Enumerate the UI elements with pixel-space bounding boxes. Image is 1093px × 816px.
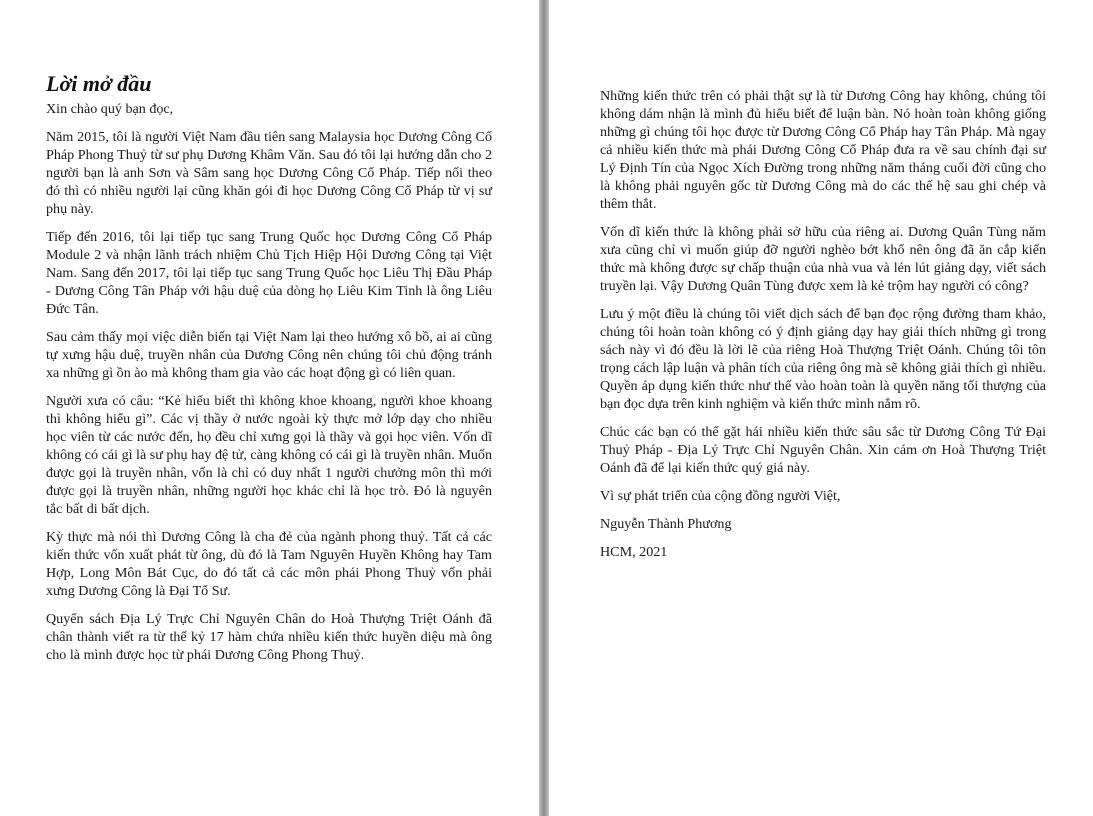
body-paragraph: Chúc các bạn có thể gặt hái nhiều kiến thức sâu sắc từ Dương Công Tứ Đại Thuỷ Pháp - Địa Lý Trực Chỉ Nguyên Chân. Xin cám ơn Hoà Thượng Triệt Oánh đã để lại kiến thức quý giá này. — [600, 424, 1046, 476]
body-paragraph: Người xưa có câu: “Kẻ hiểu biết thì không khoe khoang, người khoe khoang thì không hiểu gì”. Các vị thầy ở nước ngoài kỳ thực mở lớp dạy cho nhiều học viên từ các nước đến, họ đều chỉ xưng gọi là thầy và gọi học viên. Vốn dĩ không có cái gì là sư phụ hay đệ tử, càng không có cái gì là truyền nhân. Muốn được gọi là truyền nhân, vốn là chỉ có duy nhất 1 người chưởng môn thì mới được gọi là truyền nhân, những người học khác chỉ là học trò. Đó là nguyên tắc bất di bất dịch. — [46, 393, 492, 517]
right-page — [549, 0, 1093, 816]
greeting-paragraph: Xin chào quý bạn đọc, — [46, 101, 174, 117]
body-paragraph: Quyển sách Địa Lý Trực Chỉ Nguyên Chân do Hoà Thượng Triệt Oánh đã chân thành viết ra từ thế kỷ 17 hàm chứa nhiều kiến thức huyền diệu mà ông cho là mình được học từ phái Dương Công Phong Thuỷ. — [46, 611, 492, 663]
body-paragraph: Lưu ý một điều là chúng tôi viết dịch sách để bạn đọc rộng đường tham khảo, chúng tôi hoàn toàn không có ý định giảng dạy hay giải thích những gì trong sách này vì đó đều là lời lẽ của riêng Hoà Thượng Triệt Oánh. Chúng tôi tôn trọng cách lập luận và phân tích của riêng ông mà sẽ không giải thích gì nhiều. Quyền áp dụng kiến thức như thế vào hoàn toàn là quyền năng tối thượng của bạn đọc dựa trên kinh nghiệm và kiến thức mình nắm rõ. — [600, 306, 1046, 412]
right-page-text-column — [600, 87, 1046, 571]
closing-line: Vì sự phát triển của cộng đồng người Việt, — [600, 488, 841, 504]
left-page — [0, 0, 539, 816]
left-page-text-column — [46, 70, 492, 674]
page-heading: Lời mở đầu — [46, 71, 152, 96]
body-paragraph: Sau cảm thấy mọi việc diễn biến tại Việt Nam lại theo hướng xô bồ, ai ai cũng tự xưng hậu duệ, truyền nhân của Dương Công nên chúng tôi chủ động tránh xa những gì ồn ào mà không tham gia vào các hoạt động gì có liên quan. — [46, 329, 492, 381]
body-paragraph: Tiếp đến 2016, tôi lại tiếp tục sang Trung Quốc học Dương Công Cổ Pháp Module 2 và nhận lãnh trách nhiệm Chủ Tịch Hiệp Hội Dương Công tại Việt Nam. Sang đến 2017, tôi lại tiếp tục sang Trung Quốc học Liêu Thị Đầu Pháp - Dương Công Tân Pháp với hậu duệ của dòng họ Liêu Kim Tinh là ông Liêu Đức Tân. — [46, 229, 492, 317]
body-paragraph: Năm 2015, tôi là người Việt Nam đầu tiên sang Malaysia học Dương Công Cổ Pháp Phong Thuỷ từ sư phụ Dương Khâm Văn. Sau đó tôi lại hướng dẫn cho 2 người bạn là anh Sơn và Sâm sang học Dương Công Cổ Pháp. Tiếp nối theo đó thì có nhiều người lại cũng khăn gói đi học Dương Công Cổ Pháp từ vị sư phụ này. — [46, 129, 492, 217]
place-date-line: HCM, 2021 — [600, 544, 668, 560]
body-paragraph: Kỳ thực mà nói thì Dương Công là cha đẻ của ngành phong thuỷ. Tất cả các kiến thức vốn xuất phát từ ông, dù đó là Tam Nguyên Huyền Không hay Tam Hợp, Long Môn Bát Cục, do đó tất cả các môn phái Phong Thuỷ vốn phải xưng Dương Công là Đại Tổ Sư. — [46, 529, 492, 599]
body-paragraph: Những kiến thức trên có phải thật sự là từ Dương Công hay không, chúng tôi không dám nhận là mình đủ hiểu biết để luận bàn. Nó hoàn toàn không giống những gì chúng tôi học được từ Dương Công Cổ Pháp hay Tân Pháp. Mà ngay cả nhiều kiến thức mà phái Dương Công Cổ Pháp đưa ra về sau chính đại sư Lý Định Tín của Ngọc Xích Đường trong những năm tháng cuối đời cũng cho là không phải nguyên gốc từ Dương Công mà do các thế hệ sau ghi chép và thêm thắt. — [600, 88, 1046, 212]
author-signature: Nguyễn Thành Phương — [600, 516, 732, 532]
page-gutter-divider — [539, 0, 549, 816]
body-paragraph: Vốn dĩ kiến thức là không phải sở hữu của riêng ai. Dương Quân Tùng năm xưa cũng chỉ vì muốn giúp đỡ người nghèo bớt khổ nên ông đã ăn cắp kiến thức mà không được sự chấp thuận của nhà vua và lén lút giảng dạy, viết sách truyền lại. Vậy Dương Quân Tùng được xem là kẻ trộm hay người có công? — [600, 224, 1046, 294]
